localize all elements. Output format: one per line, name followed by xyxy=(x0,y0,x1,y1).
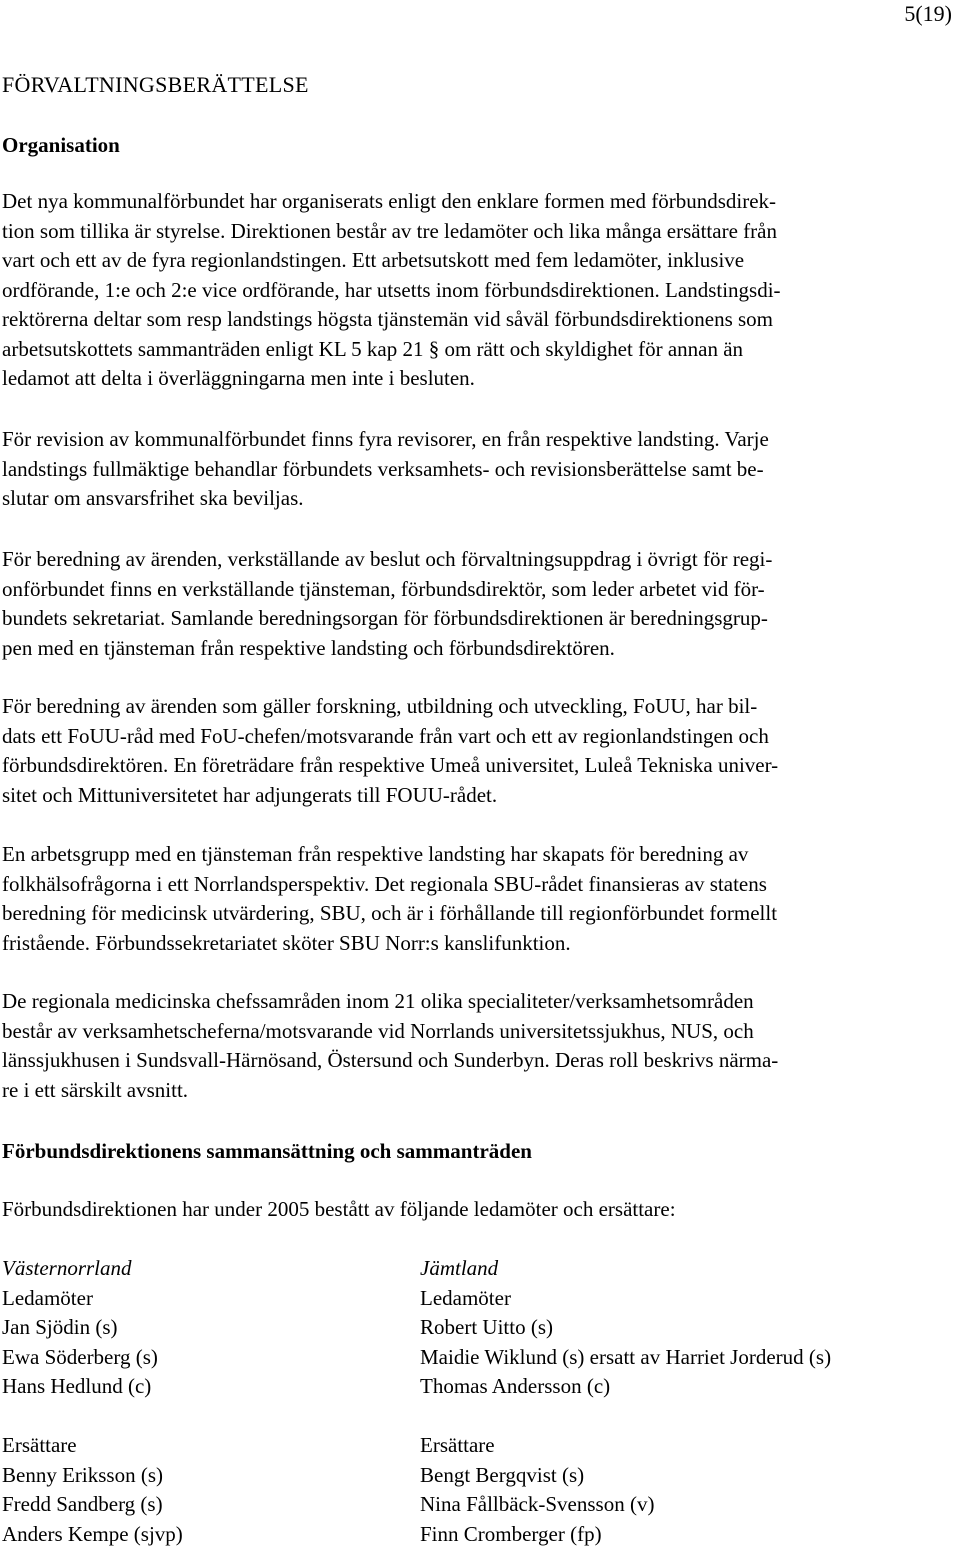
text-line: pen med en tjänsteman från respektive landsting och förbundsdirektören. xyxy=(2,635,615,660)
paragraph-intro xyxy=(2,1195,952,1225)
document-title: FÖRVALTNINGSBERÄTTELSE xyxy=(2,72,309,97)
text-line: ordförande, 1:e och 2:e vice ordförande, har utsetts inom förbundsdirektionen. Landstingsdi- xyxy=(2,277,781,302)
text-line: En arbetsgrupp med en tjänsteman från respektive landsting har skapats för beredning av xyxy=(2,842,749,866)
text-line: sitet och Mittuniversitetet har adjungerats till FOUU-rådet. xyxy=(2,782,498,807)
deputy-name: Bengt Bergqvist (s) xyxy=(420,1462,585,1487)
deputies-label: Ersättare xyxy=(420,1433,495,1457)
deputy-name: Fredd Sandberg (s) xyxy=(2,1492,163,1516)
section-heading-sammansattning: Förbundsdirektionens sammansättning och sammanträden xyxy=(2,1139,532,1163)
spacer xyxy=(420,1402,831,1432)
text-line: För beredning av ärenden som gäller forskning, utbildning och utveckling, FoUU, har bil- xyxy=(2,694,758,718)
member-name: Jan Sjödin (s) xyxy=(2,1315,118,1339)
text-line: För revision av kommunalförbundet finns fyra revisorer, en från respektive landsting. Varje xyxy=(2,427,769,451)
text-line: slutar om ansvarsfrihet ska beviljas. xyxy=(2,486,304,510)
member-name: Hans Hedlund (c) xyxy=(2,1374,152,1398)
members-label: Ledamöter xyxy=(2,1285,93,1310)
text-line: rektörerna deltar som resp landstings högsta tjänstemän vid såväl förbundsdirektionens som xyxy=(2,307,774,331)
text-line: Förbundsdirektionen har under 2005 bestått av följande ledamöter och ersättare: xyxy=(2,1197,676,1221)
paragraph-organisation-1 xyxy=(2,187,952,394)
text-line: länssjukhusen i Sundsvall-Härnösand, Östersund och Sunderbyn. Deras roll beskrivs närma- xyxy=(2,1048,779,1072)
member-name: Maidie Wiklund (s) ersatt av Harriet Jorderud (s) xyxy=(420,1344,832,1369)
text-line: vart och ett av de fyra regionlandstingen. Ett arbetsutskott med fem ledamöter, inklusive xyxy=(2,248,745,272)
paragraph-chefssamrad xyxy=(2,987,952,1105)
paragraph-fouu xyxy=(2,692,952,810)
text-line: tion som tillika är styrelse. Direktionen består av tre ledamöter och lika många ersättare från xyxy=(2,218,777,243)
text-line: beredning för medicinsk utvärdering, SBU, och är i förhållande till regionförbundet formellt xyxy=(2,901,778,925)
members-label: Ledamöter xyxy=(420,1285,511,1310)
page-number: 5(19) xyxy=(904,1,952,26)
column-jamtland xyxy=(420,1254,831,1549)
text-line: De regionala medicinska chefssamråden inom 21 olika specialiteter/verksamhetsområden xyxy=(2,989,754,1013)
deputy-name: Anders Kempe (sjvp) xyxy=(2,1521,183,1546)
text-line: re i ett särskilt avsnitt. xyxy=(2,1077,189,1102)
text-line: landstings fullmäktige behandlar förbundets verksamhets- och revisionsberättelse samt be- xyxy=(2,456,764,481)
text-line: förbundsdirektören. En företrädare från respektive Umeå universitet, Luleå Tekniska univer- xyxy=(2,753,779,777)
text-line: dats ett FoUU-råd med FoU-chefen/motsvarande från vart och ett av regionlandstingen och xyxy=(2,723,769,748)
paragraph-revision xyxy=(2,425,952,514)
region-name: Västernorrland xyxy=(2,1256,132,1280)
deputy-name: Finn Cromberger (fp) xyxy=(420,1521,602,1546)
spacer xyxy=(2,1402,183,1432)
text-line: onförbundet finns en verkställande tjänsteman, förbundsdirektör, som leder arbetet vid för- xyxy=(2,576,765,601)
deputy-name: Nina Fållbäck-Svensson (v) xyxy=(420,1492,655,1516)
text-line: bundets sekretariat. Samlande beredningsorgan för förbundsdirektionen är beredningsgrup- xyxy=(2,606,768,630)
text-line: ledamot att delta i överläggningarna men inte i besluten. xyxy=(2,366,475,390)
column-vasternorrland xyxy=(2,1254,183,1549)
paragraph-beredning xyxy=(2,545,952,663)
text-line: Det nya kommunalförbundet har organiserats enligt den enklare formen med förbundsdirek- xyxy=(2,189,777,213)
text-line: För beredning av ärenden, verkställande av beslut och förvaltningsuppdrag i övrigt för regi- xyxy=(2,547,773,571)
region-name: Jämtland xyxy=(420,1256,499,1280)
text-line: arbetsutskottets sammanträden enligt KL 5 kap 21 § om rätt och skyldighet för annan än xyxy=(2,336,744,361)
text-line: består av verksamhetscheferna/motsvarande vid Norrlands universitetssjukhus, NUS, och xyxy=(2,1018,754,1043)
section-heading-organisation: Organisation xyxy=(2,133,120,157)
deputies-label: Ersättare xyxy=(2,1433,77,1457)
paragraph-folkhalsa xyxy=(2,840,952,958)
member-name: Thomas Andersson (c) xyxy=(420,1374,611,1398)
member-name: Ewa Söderberg (s) xyxy=(2,1344,158,1369)
deputy-name: Benny Eriksson (s) xyxy=(2,1462,163,1487)
member-name: Robert Uitto (s) xyxy=(420,1315,553,1339)
text-line: fristående. Förbundssekretariatet sköter SBU Norr:s kanslifunktion. xyxy=(2,930,571,955)
text-line: folkhälsofrågorna i ett Norrlandsperspektiv. Det regionala SBU-rådet finansieras av statens xyxy=(2,871,767,896)
